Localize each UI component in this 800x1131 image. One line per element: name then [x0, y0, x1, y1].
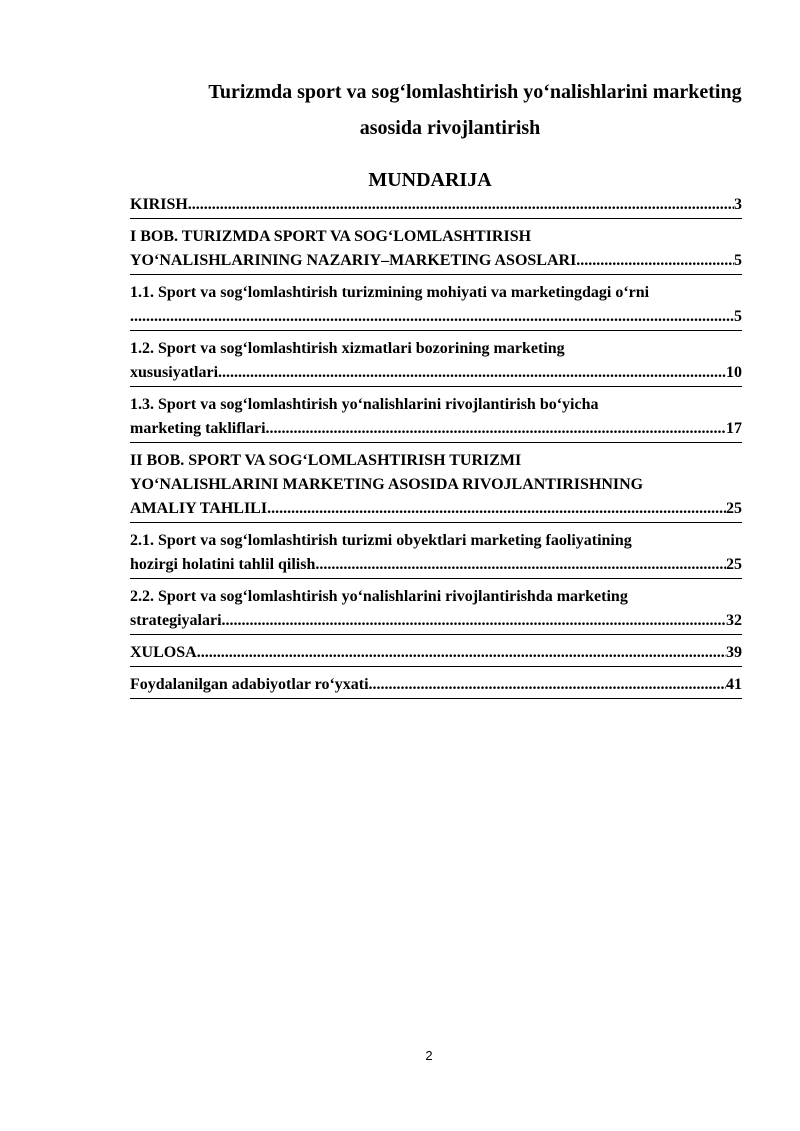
- toc-entry-leader-line: [130, 305, 742, 329]
- toc-entry-leader-line: [130, 417, 742, 441]
- toc-entry[interactable]: [130, 449, 742, 523]
- toc-dot-leader: [188, 193, 734, 217]
- toc-page-number: 5: [734, 252, 742, 269]
- toc-entry-text-line: I BOB. TURIZMDA SPORT VA SOG‘LOMLASHTIRISH: [130, 228, 532, 245]
- toc-entry-leader-line: [130, 361, 742, 385]
- toc-dot-leader: [369, 673, 726, 697]
- toc-dot-leader: [315, 553, 726, 577]
- toc-entry[interactable]: [130, 585, 742, 635]
- toc-entry-label: xususiyatlari: [130, 364, 219, 381]
- toc-page-number: 32: [726, 612, 742, 629]
- toc-dot-leader: [130, 305, 734, 329]
- toc-entry-text-line: 1.3. Sport va sog‘lomlashtirish yo‘nalishlarini rivojlantirish bo‘yicha: [130, 396, 599, 413]
- toc-entry-leader-line: [130, 553, 742, 577]
- toc-entry-text-line: 1.2. Sport va sog‘lomlashtirish xizmatlari bozorining marketing: [130, 340, 565, 357]
- document-title-line-1: Turizmda sport va sog‘lomlashtirish yo‘nalishlarini marketing: [208, 81, 742, 103]
- toc-entry-leader-line: [130, 609, 742, 633]
- toc-page-number: 10: [726, 364, 742, 381]
- toc-entry-label: KIRISH: [130, 196, 188, 213]
- toc-page-number: 41: [726, 676, 742, 693]
- toc-entry[interactable]: [130, 529, 742, 579]
- toc-entry-text-line: II BOB. SPORT VA SOG‘LOMLASHTIRISH TURIZMI: [130, 452, 522, 469]
- toc-dot-leader: [197, 641, 726, 665]
- toc-entry-leader-line: [130, 193, 742, 217]
- toc-entry[interactable]: [130, 641, 742, 667]
- toc-entry[interactable]: [130, 337, 742, 387]
- toc-entry-text-line: 1.1. Sport va sog‘lomlashtirish turizmining mohiyati va marketingdagi o‘rni: [130, 284, 650, 301]
- toc-entry-text-line: 2.2. Sport va sog‘lomlashtirish yo‘nalishlarini rivojlantirishda marketing: [130, 588, 628, 605]
- toc-entry[interactable]: [130, 393, 742, 443]
- toc-entry-text-line: 2.1. Sport va sog‘lomlashtirish turizmi obyektlari marketing faoliyatining: [130, 532, 632, 549]
- toc-entry-label: AMALIY TAHLILI: [130, 500, 268, 517]
- toc-entry[interactable]: [130, 225, 742, 275]
- toc-entry-text-line: YO‘NALISHLARINI MARKETING ASOSIDA RIVOJLANTIRISHNING: [130, 476, 644, 493]
- toc-entry-label: YO‘NALISHLARINING NAZARIY–MARKETING ASOSLARI: [130, 252, 577, 269]
- toc-page-number: 5: [734, 308, 742, 325]
- toc-entry-leader-line: [130, 249, 742, 273]
- document-title-line-2: asosida rivojlantirish: [359, 117, 541, 139]
- toc-entry[interactable]: [130, 193, 742, 219]
- toc-entry-label: marketing takliflari: [130, 420, 266, 437]
- toc-entry[interactable]: [130, 673, 742, 699]
- toc-page-number: 25: [726, 556, 742, 573]
- toc-entry-leader-line: [130, 497, 742, 521]
- toc-page-number: 17: [726, 420, 742, 437]
- toc-entry-leader-line: [130, 641, 742, 665]
- toc-dot-leader: [222, 609, 726, 633]
- toc-dot-leader: [576, 249, 734, 273]
- toc-page-number: 25: [726, 500, 742, 517]
- toc-entry-leader-line: [130, 673, 742, 697]
- toc-entry-label: hozirgi holatini tahlil qilish: [130, 556, 316, 573]
- document-title: [130, 74, 770, 146]
- page-number: 2: [425, 1048, 433, 1063]
- toc-page-number: 3: [734, 196, 742, 213]
- table-of-contents: [130, 193, 742, 705]
- toc-dot-leader: [267, 497, 726, 521]
- toc-heading: MUNDARIJA: [368, 169, 492, 191]
- toc-entry-label: Foydalanilgan adabiyotlar ro‘yxati: [130, 676, 369, 693]
- toc-entry-label: XULOSA: [130, 644, 197, 661]
- toc-dot-leader: [266, 417, 726, 441]
- toc-dot-leader: [218, 361, 726, 385]
- toc-page-number: 39: [726, 644, 742, 661]
- toc-entry-label: strategiyalari: [130, 612, 222, 629]
- toc-entry[interactable]: [130, 281, 742, 331]
